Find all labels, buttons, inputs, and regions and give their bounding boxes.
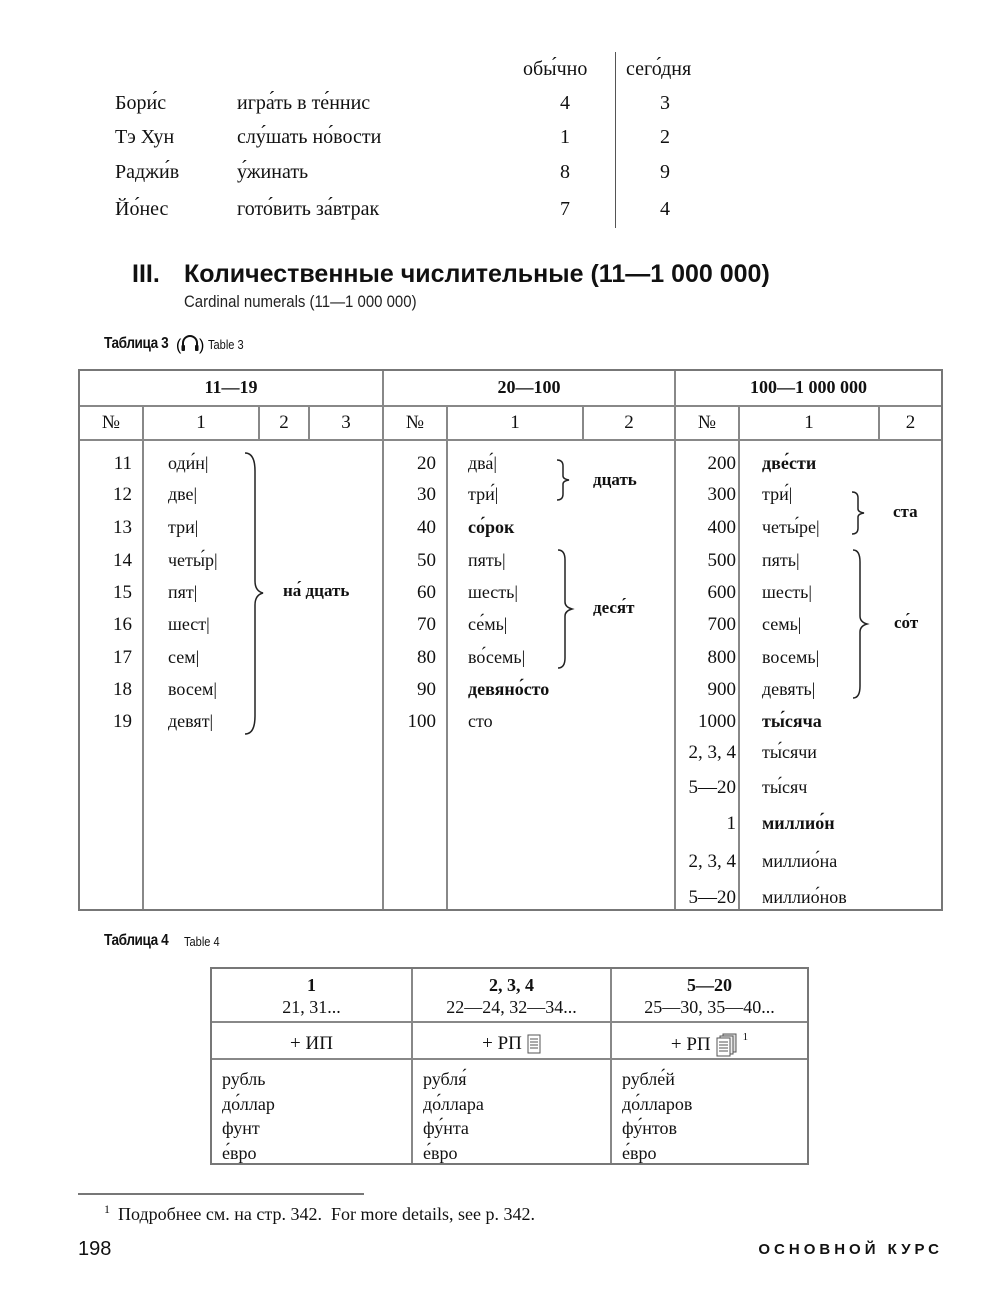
- column-head: 2, 3, 4: [489, 975, 534, 995]
- row-number: 16: [113, 614, 132, 635]
- numeral-word: семь|: [762, 614, 802, 634]
- numeral-word: четы́ре|: [762, 517, 820, 537]
- word-list: [622, 1067, 692, 1165]
- activity: слу́шать но́вости: [237, 126, 382, 148]
- document-icon: [527, 1034, 541, 1054]
- table4-column: [413, 969, 610, 1163]
- case-label: + РП: [482, 1033, 522, 1054]
- row-number: 90: [417, 679, 436, 700]
- row-number: 60: [417, 582, 436, 603]
- table3-caption: [104, 333, 249, 355]
- word: е́вро: [622, 1142, 657, 1163]
- numeral-word: шесть|: [762, 582, 812, 602]
- column-range: 22—24, 32—34...: [446, 997, 577, 1017]
- svg-text:): ): [198, 337, 204, 354]
- column-case: [212, 1033, 411, 1055]
- brace-icon: [850, 490, 868, 536]
- word: до́ллар: [222, 1093, 275, 1114]
- subheader: №: [101, 412, 121, 433]
- numeral-word: ты́сяч: [762, 777, 808, 797]
- row-number: 100: [407, 711, 436, 732]
- today-value: 2: [660, 126, 670, 148]
- numeral-word: восем|: [168, 679, 218, 699]
- section-number: III.: [132, 260, 160, 288]
- case-label: + РП: [670, 1034, 711, 1055]
- numeral-word: се́мь|: [468, 614, 508, 634]
- numeral-word: пять|: [468, 550, 506, 570]
- group-header: 11—19: [204, 377, 258, 397]
- numeral-word: со́рок: [468, 517, 515, 537]
- row-number: 70: [417, 614, 436, 635]
- activity: у́жинать: [237, 161, 309, 183]
- numerals-table: [78, 369, 943, 911]
- row-number: 900: [707, 679, 736, 700]
- numeral-word: восемь|: [762, 647, 820, 667]
- table3-caption-ru: Таблица 3: [104, 335, 169, 352]
- word-list: [423, 1067, 484, 1165]
- numeral-word: три́|: [468, 484, 499, 504]
- page-number: 198: [78, 1238, 112, 1260]
- numeral-word: сто: [468, 711, 493, 731]
- usually-value: 1: [560, 126, 570, 148]
- numeral-word: шест|: [168, 614, 210, 634]
- table4-caption-en: Table 4: [183, 933, 220, 949]
- person-name: Тэ Хун: [115, 126, 175, 148]
- row-number: 600: [707, 582, 736, 603]
- subheader: 3: [341, 412, 351, 433]
- subheader: 2: [279, 412, 289, 433]
- suffix-desyat: деся́т: [593, 598, 635, 617]
- footnote: [104, 1204, 535, 1225]
- row-number: 1000: [698, 711, 736, 732]
- table4-caption-ru: Таблица 4: [104, 932, 169, 949]
- suffix-sot: со́т: [894, 613, 919, 632]
- divider: [142, 405, 144, 909]
- column-range: 25—30, 35—40...: [644, 997, 775, 1017]
- row-number: 30: [417, 484, 436, 505]
- word-list: [222, 1067, 275, 1165]
- numeral-word: два́|: [468, 453, 498, 473]
- group-header: 20—100: [497, 377, 561, 397]
- brace-icon: [556, 548, 576, 670]
- subheader: 2: [905, 412, 916, 433]
- subheader: 1: [510, 412, 520, 433]
- suffix-dtsat: дцать: [593, 470, 637, 489]
- footnote-separator: [78, 1193, 364, 1195]
- numeral-word: сем|: [168, 647, 200, 667]
- subheader: 1: [196, 412, 206, 433]
- row-number: 200: [707, 453, 736, 474]
- row-number: 13: [113, 517, 132, 538]
- subheader: №: [405, 412, 425, 433]
- row-number: 12: [113, 484, 132, 505]
- row-number: 400: [707, 517, 736, 538]
- numeral-word: во́семь|: [468, 647, 526, 667]
- subheader: 2: [624, 412, 634, 433]
- row-number: 11: [113, 453, 132, 474]
- column-head: 5—20: [687, 975, 732, 995]
- row-number: 2, 3, 4: [688, 742, 736, 763]
- today-value: 9: [660, 161, 670, 183]
- table-row: [115, 198, 715, 228]
- table4-caption: [104, 932, 225, 950]
- row-number: 14: [113, 550, 132, 571]
- footnote-number: 1: [104, 1202, 110, 1216]
- table3-caption-en: Table 3: [207, 336, 244, 352]
- row-number: 17: [113, 647, 132, 668]
- column-range: 21, 31...: [282, 997, 341, 1017]
- numeral-word: ты́сячи: [762, 742, 817, 762]
- column-head: 1: [307, 975, 316, 995]
- numeral-word: оди́н|: [168, 453, 209, 473]
- headphones-icon[interactable]: [176, 333, 204, 355]
- table-row: [115, 161, 715, 191]
- documents-stack-icon: [716, 1033, 738, 1057]
- numeral-word: миллио́н: [762, 813, 835, 833]
- numeral-word: три́|: [762, 484, 793, 504]
- numeral-word: шесть|: [468, 582, 518, 602]
- row-number: 5—20: [688, 887, 736, 908]
- subheader: 1: [804, 412, 814, 433]
- table-row: [115, 92, 715, 122]
- usually-value: 4: [560, 92, 570, 114]
- running-title: ОСНОВНОЙ КУРС: [758, 1241, 943, 1258]
- numeral-word: девят|: [168, 711, 214, 731]
- numeral-word: пять|: [762, 550, 800, 570]
- word: фу́нта: [423, 1118, 469, 1138]
- table-row: [115, 126, 715, 156]
- word: до́лларов: [622, 1093, 693, 1114]
- nouns-after-numerals-table: [210, 967, 809, 1165]
- row-number: 15: [113, 582, 132, 603]
- today-value: 3: [660, 92, 670, 114]
- activity: гото́вить за́втрак: [237, 198, 380, 220]
- numeral-word: девяно́сто: [468, 679, 550, 699]
- usually-value: 8: [560, 161, 570, 183]
- numeral-word: три|: [168, 517, 199, 537]
- column-case: [612, 1033, 807, 1057]
- column-header-today: сего́дня: [626, 58, 692, 80]
- row-number: 1: [726, 813, 736, 834]
- usually-value: 7: [560, 198, 570, 220]
- suffix-nadtsat: на́ дцать: [283, 581, 350, 600]
- subheader: №: [697, 412, 717, 433]
- group-header: 100—1 000 000: [750, 377, 867, 397]
- row-number: 700: [707, 614, 736, 635]
- column-case: [413, 1033, 610, 1055]
- numeral-word: пят|: [168, 582, 198, 602]
- person-name: Йо́нес: [115, 198, 169, 220]
- word: фунт: [222, 1118, 260, 1138]
- numeral-word: две|: [168, 484, 198, 504]
- section-subtitle: Cardinal numerals (11—1 000 000): [184, 292, 417, 311]
- row-number: 19: [113, 711, 132, 732]
- word: рубля́: [423, 1069, 467, 1089]
- numeral-word: миллио́на: [762, 851, 838, 871]
- row-number: 80: [417, 647, 436, 668]
- row-number: 500: [707, 550, 736, 571]
- numeral-word: две́сти: [762, 453, 817, 473]
- word: е́вро: [423, 1142, 458, 1163]
- numeral-word: четы́р|: [168, 550, 218, 570]
- svg-text:(: (: [175, 337, 181, 354]
- person-name: Бори́с: [115, 92, 167, 114]
- row-number: 20: [417, 453, 436, 474]
- today-value: 4: [660, 198, 670, 220]
- divider: [80, 405, 941, 407]
- table4-column: [612, 969, 807, 1163]
- row-number: 18: [113, 679, 132, 700]
- row-number: 5—20: [688, 777, 736, 798]
- brace-icon: [555, 458, 573, 502]
- numeral-word: ты́сяча: [762, 711, 822, 731]
- section-title: Количественные числительные (11—1 000 000): [184, 260, 770, 288]
- numeral-word: девять|: [762, 679, 816, 699]
- row-number: 50: [417, 550, 436, 571]
- brace-icon: [243, 451, 267, 736]
- divider: [80, 439, 941, 441]
- divider: [738, 405, 740, 909]
- column-header-usually: обы́чно: [523, 58, 588, 80]
- numeral-word: миллио́нов: [762, 887, 847, 907]
- divider: [382, 371, 384, 909]
- word: до́ллара: [423, 1093, 484, 1114]
- word: е́вро: [222, 1142, 257, 1163]
- row-number: 800: [707, 647, 736, 668]
- row-number: 2, 3, 4: [688, 851, 736, 872]
- row-number: 300: [707, 484, 736, 505]
- word: фу́нтов: [622, 1118, 677, 1138]
- footnote-mark[interactable]: 1: [742, 1031, 749, 1043]
- case-label: + ИП: [290, 1033, 333, 1054]
- footnote-text: Подробнее см. на стр. 342. For more details, see p. 342.: [118, 1204, 535, 1224]
- brace-icon: [851, 548, 871, 700]
- word: рубле́й: [622, 1069, 675, 1089]
- person-name: Раджи́в: [115, 161, 180, 183]
- table4-column: [212, 969, 411, 1163]
- row-number: 40: [417, 517, 436, 538]
- divider: [446, 405, 448, 909]
- suffix-sta: ста: [893, 502, 918, 521]
- activity: игра́ть в те́ннис: [237, 92, 371, 114]
- word: рубль: [222, 1069, 266, 1089]
